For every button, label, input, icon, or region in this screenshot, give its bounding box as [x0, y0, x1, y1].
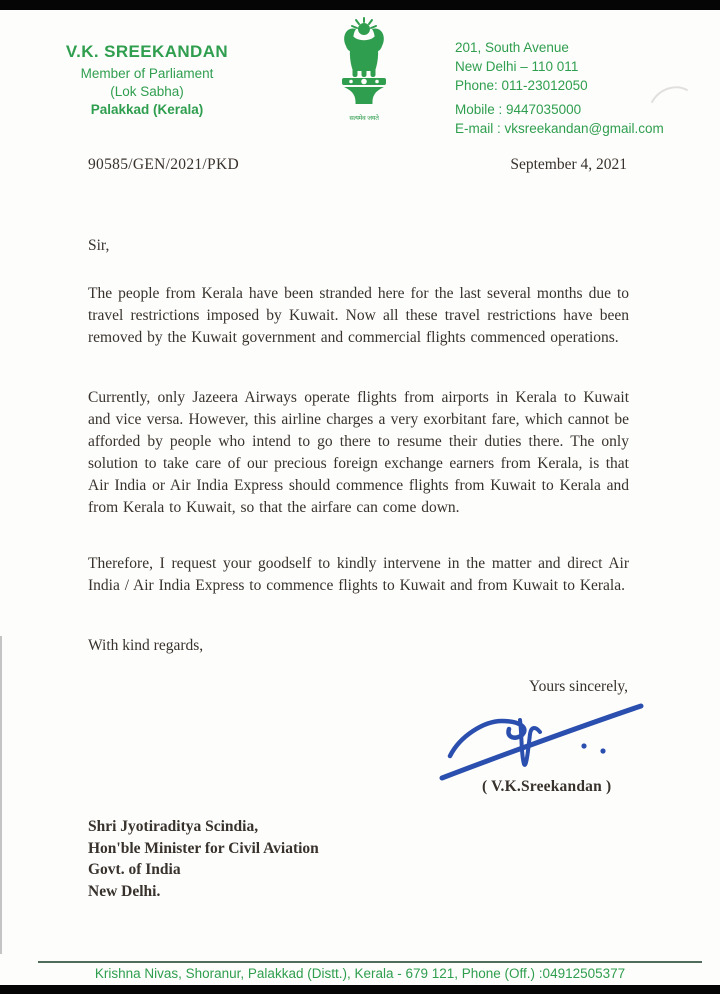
top-scan-edge: [0, 0, 720, 10]
letterhead-sender-block: [52, 42, 242, 119]
bottom-scan-edge: [0, 985, 720, 994]
body-paragraph-1: The people from Kerala have been stranded here for the last several months due to travel restrictions imposed by Kuwait. Now all these travel restrictions have been removed by the Kuwait government and commercial flights commenced operations.: [88, 284, 629, 346]
sender-title: Member of Parliament: [80, 66, 214, 81]
footer-address: Krishna Nivas, Shoranur, Palakkad (Distt.), Kerala - 679 121, Phone (Off.) :04912505377: [94, 966, 626, 981]
recipient-city: New Delhi.: [88, 882, 161, 900]
national-emblem-icon: [326, 16, 402, 108]
salutation: Sir,: [88, 237, 110, 254]
closing-line: With kind regards,: [88, 637, 204, 654]
sender-house: (Lok Sabha): [110, 84, 184, 99]
sender-constituency: Palakkad (Kerala): [90, 102, 204, 117]
recipient-title: Hon'ble Minister for Civil Aviation: [88, 839, 319, 857]
address-line-1: 201, South Avenue: [455, 40, 569, 55]
reference-row: [88, 156, 627, 174]
valediction: Yours sincerely,: [528, 678, 628, 695]
letter-date: September 4, 2021: [510, 156, 627, 173]
address-line-2: New Delhi – 110 011: [455, 59, 579, 74]
left-scan-edge: [0, 636, 2, 954]
email-line: E-mail : vksreekandan@gmail.com: [455, 121, 664, 136]
recipient-block: [88, 816, 319, 902]
sender-name: V.K. SREEKANDAN: [65, 42, 229, 61]
recipient-org: Govt. of India: [88, 861, 181, 878]
footer-divider: [38, 961, 702, 963]
body-paragraph-2: Currently, only Jazeera Airways operate flights from airports in Kerala to Kuwait and vice versa. However, this airline charges a very exorbitant fare, which cannot be afforded by people who intend to go there to resume their duties there. The only solution to take care of our precious foreign exchange earners from Kerala, is that Air India or Air India Express should commence flights from Kuwait to Kerala and from Kerala to Kuwait, so that the airfare can come down.: [88, 388, 629, 516]
handwritten-signature-icon: [436, 694, 651, 782]
recipient-name: Shri Jyotiraditya Scindia,: [88, 818, 259, 835]
mobile-line: Mobile : 9447035000: [455, 102, 582, 117]
signatory-name: ( V.K.Sreekandan ): [482, 778, 612, 795]
national-emblem-block: [324, 16, 404, 123]
reference-number: 90585/GEN/2021/PKD: [88, 156, 239, 173]
emblem-motto-text: सत्यमेव जयते: [349, 114, 379, 122]
body-paragraph-3: Therefore, I request your goodself to kindly intervene in the matter and direct Air India / Air India Express to commence flights to Kuwait and from Kuwait to Kerala.: [88, 554, 629, 594]
scan-smudge-artifact: [650, 80, 690, 110]
phone-line: Phone: 011-23012050: [455, 78, 588, 93]
